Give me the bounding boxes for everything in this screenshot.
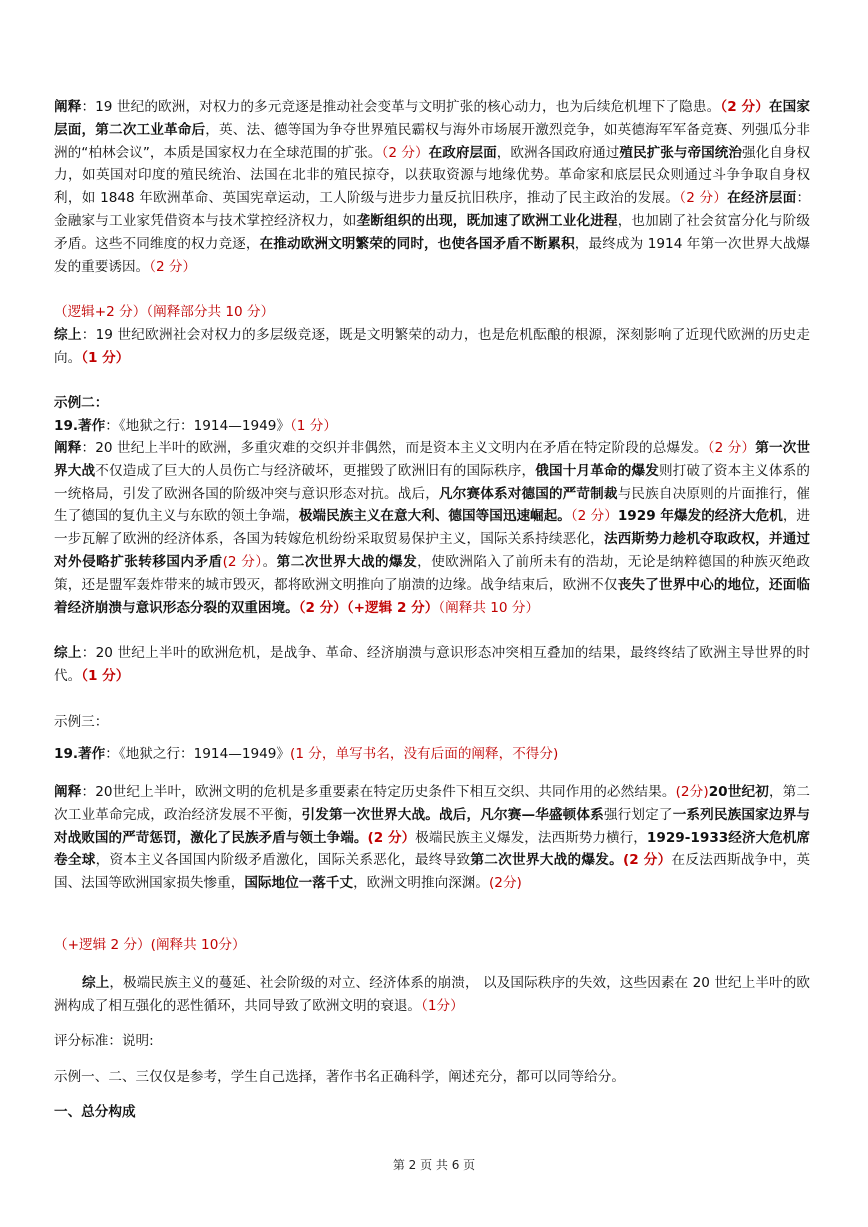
text-run: ，英、法、德等国为争夺世界殖民霸权与海外市场展开激烈竞争，如英德海军军备竞赛、列强瓜分非洲的“柏林会议”，本质是国家权力在全球范围的扩张。	[54, 121, 811, 161]
text-run: 综上	[54, 645, 82, 661]
s3-explanation	[54, 781, 810, 895]
text-run: （2 分）	[381, 144, 429, 161]
text-run: (2分)	[675, 784, 709, 800]
text-run: 极端民族主义在意大利、德国等国迅速崛起。	[298, 508, 571, 525]
s1-explanation	[54, 96, 810, 278]
text-run: 阐释	[54, 784, 82, 800]
text-run: 阐释	[54, 99, 82, 115]
text-run: 1929 年爆发的经济大危机	[617, 508, 783, 525]
text-run: 国际地位一落千丈	[244, 875, 354, 892]
text-run: 法西斯势力趁机夺取政权，并通过对外侵略扩张转移国内矛盾	[54, 531, 811, 570]
text-run: 强行划定了	[603, 806, 673, 823]
text-run: 与民族自决原则的片面推行，催生了德国的复仇主义与东欧的领土争端，	[54, 485, 811, 525]
text-run: 阐释	[54, 440, 82, 456]
text-run: （1 分）	[290, 418, 337, 434]
text-run: （2 分）	[679, 190, 728, 207]
text-run: (2分)	[489, 875, 522, 892]
text-run: 极端民族主义爆发，法西斯势力横行，	[415, 829, 647, 846]
text-run: (2 分）	[367, 829, 416, 846]
text-run: ：19 世纪欧洲社会对权力的多层级竞逐，既是文明繁荣的动力，也是危机酝酿的根源，深刻影响了近现代欧洲的历史走向。	[54, 327, 810, 366]
criteria-note: 示例一、二、三仅仅是参考，学生自己选择，著作书名正确科学，阐述充分，都可以同等给分。	[54, 1069, 625, 1085]
text-run: 垄断组织的出现，既加速了欧洲工业化进程	[356, 212, 618, 229]
text-run: 引发第一次世界大战。战后，凡尔赛—华盛顿体系	[301, 806, 604, 823]
text-run: 1929-1933经济大危机席卷全球	[54, 829, 811, 869]
criteria-label: 评分标准：说明:	[54, 1033, 154, 1049]
text-run: 第一次世界大战	[54, 440, 811, 479]
text-run: 20世纪初	[708, 784, 769, 800]
text-run: ，第二次工业革命完成，政治经济发展不平衡，	[54, 784, 811, 823]
text-run: （阐释共 10 分）	[438, 599, 540, 616]
text-run: 则打破了资本主义体系的一统格局，引发了欧洲各国的阶级冲突与意识形态对抗。战后，	[54, 462, 811, 502]
text-run: （1 分）	[81, 667, 130, 684]
text-run: 在反法西斯战争中，英国、法国等欧洲国家损失惨重，	[54, 852, 811, 892]
text-run: （+逻辑 2 分）(阐释共 10分）	[54, 937, 246, 953]
text-run: ，也加剧了社会贫富分化与阶级矛盾。这些不同维度的权力竞逐，	[54, 212, 811, 252]
text-run: ：金融家与工业家凭借资本与技术掌控经济权力，如	[54, 190, 811, 229]
section-heading: 一、总分构成	[54, 1104, 136, 1120]
text-run: （逻辑+2 分）（阐释部分共 10 分）	[54, 304, 275, 320]
text-run: 不仅造成了巨大的人员伤亡与经济破坏，更摧毁了欧洲旧有的国际秩序，	[95, 462, 536, 479]
s3-conclusion	[54, 972, 810, 1018]
text-run: 。	[262, 553, 277, 570]
s2-title	[54, 392, 810, 415]
s2-conclusion	[54, 642, 810, 688]
text-run: ：20世纪上半叶，欧洲文明的危机是多重要素在特定历史条件下相互交织、共同作用的必然结果。	[81, 784, 676, 800]
text-run: （2 分）（+逻辑 2 分）	[298, 599, 439, 616]
text-run: 在国家层面，第二次工业革命后	[54, 99, 810, 138]
text-run: 殖民扩张与帝国统治	[619, 144, 742, 161]
text-run: 综上	[54, 327, 82, 343]
text-run: ，欧洲文明推向深渊。	[353, 875, 489, 892]
s2-explanation	[54, 437, 810, 619]
text-run: ：20 世纪上半叶的欧洲危机，是战争、革命、经济崩溃与意识形态冲突相互叠加的结果，最终终结了欧洲主导世界的时代。	[54, 645, 810, 684]
text-run: 在经济层面	[727, 190, 797, 207]
text-run: ，使欧洲陷入了前所未有的浩劫，无论是纳粹德国的种族灭绝政策，还是盟军轰炸带来的城市毁灭，都将欧洲文明推向了崩溃的边缘。战争结束后，欧洲不仅	[54, 553, 811, 593]
text-run: 在政府层面	[428, 144, 497, 161]
text-run: (2 分）	[222, 553, 263, 570]
text-run: （2 分）	[570, 508, 618, 525]
text-run: （2 分）	[720, 99, 769, 115]
text-run: 第二次世界大战的爆发。	[470, 852, 624, 869]
text-run: (2 分）	[623, 852, 672, 869]
text-run: 示例二：	[54, 395, 109, 411]
text-run: ，最终成为 1914 年第一次世界大战爆发的重要诱因。	[54, 235, 811, 275]
s1-logic-score	[54, 301, 810, 324]
text-run: ：19 世纪的欧洲，对权力的多元竞逐是推动社会变革与文明扩张的核心动力，也为后续危机埋下了隐患。	[81, 99, 721, 115]
text-run: ，资本主义各国国内阶级矛盾激化，国际关系恶化，最终导致	[95, 852, 471, 869]
text-run: ：《地狱之行：1914—1949》	[105, 746, 291, 762]
text-run: 一系列民族国家边界与对战败国的严苛惩罚，激化了民族矛盾与领土争端。	[54, 806, 811, 846]
text-run: 凡尔赛体系对德国的严苛制裁	[438, 485, 618, 502]
text-run: （1分）	[421, 997, 464, 1014]
text-run: 综上	[82, 975, 110, 991]
text-run: ，进一步瓦解了欧洲的经济体系，各国为转嫁危机纷纷采取贸易保护主义，国际关系持续恶化，	[54, 508, 811, 548]
text-run: 俄国十月革命的爆发	[535, 462, 659, 479]
page-number: 第 2 页 共 6 页	[392, 1158, 476, 1172]
text-run: 19.著作	[54, 418, 106, 434]
text-run: 丧失了世界中心的地位，还面临着经济崩溃与意识形态分裂的双重困境。	[54, 576, 811, 616]
s3-logic-score	[54, 934, 810, 957]
text-run: ：《地狱之行：1914—1949》	[105, 418, 291, 434]
text-run: (1 分，单写书名，没有后面的阐释，不得分)	[290, 746, 559, 762]
s3-work	[54, 743, 810, 766]
text-run: （2 分）	[149, 258, 197, 275]
text-run: 第二次世界大战的爆发	[276, 553, 418, 570]
s3-title	[54, 711, 810, 734]
text-run: （2 分）	[707, 440, 756, 456]
text-run: 在推动欧洲文明繁荣的同时，也使各国矛盾不断累积	[259, 235, 575, 252]
text-run: 示例三：	[54, 714, 109, 730]
text-run: ：20 世纪上半叶的欧洲，多重灾难的交织并非偶然，而是资本主义文明内在矛盾在特定阶段的总爆发。	[81, 440, 708, 456]
s2-work	[54, 415, 810, 438]
text-run: ，欧洲各国政府通过	[496, 144, 620, 161]
text-run: （1 分）	[81, 349, 130, 366]
s1-conclusion	[54, 324, 810, 370]
text-run: 强化自身权力，如英国对印度的殖民统治、法国在北非的殖民掠夺，以获取资源与地缘优势。革命家和底层民众则通过斗争争取自身权利，如 1848 年欧洲革命、英国宪章运动，工人阶级与进步力量反抗旧秩序，推动了民主政治的发展。	[54, 144, 811, 207]
text-run: ，极端民族主义的蔓延、社会阶级的对立、经济体系的崩溃， 以及国际秩序的失效，这些因素在 20 世纪上半叶的欧洲构成了相互强化的恶性循环，共同导致了欧洲文明的衰退。	[54, 975, 810, 1014]
text-run: 19.著作	[54, 746, 106, 762]
